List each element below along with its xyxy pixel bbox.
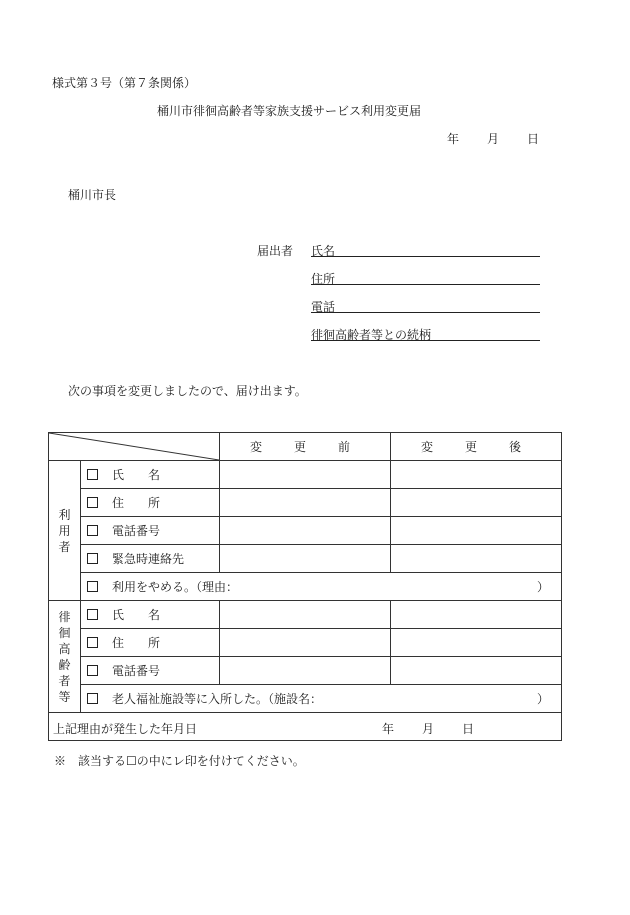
elder-address-before[interactable]: [220, 629, 391, 657]
elder-name-before[interactable]: [220, 601, 391, 629]
checkbox[interactable]: [87, 693, 98, 704]
checkbox[interactable]: [87, 637, 98, 648]
user-name-before[interactable]: [220, 461, 391, 489]
user-row-address: [81, 489, 220, 517]
user-address-after[interactable]: [391, 489, 562, 517]
user-quit-label: 利用をやめる。（理由：: [112, 580, 239, 594]
user-row-emergency: [81, 545, 220, 573]
user-quit-row: [81, 573, 562, 601]
applicant-name-label: 氏名: [311, 244, 336, 258]
group-elder-label: 徘 徊 高 齢 者 等: [58, 609, 71, 704]
user-row-phone: [81, 517, 220, 545]
elder-facility-row: [81, 685, 562, 713]
user-row-address-label: 住 所: [112, 496, 161, 510]
applicant-phone-label: 電話: [311, 300, 336, 314]
elder-facility-label: 老人福祉施設等に入所した。（施設名：: [112, 692, 323, 706]
date-day: 日: [527, 132, 540, 146]
elder-row-address-label: 住 所: [112, 636, 161, 650]
addressee: 桶川市長: [68, 188, 117, 202]
elder-row-phone: [81, 657, 220, 685]
user-emergency-before[interactable]: [220, 545, 391, 573]
checkbox[interactable]: [87, 469, 98, 480]
checkbox[interactable]: [87, 553, 98, 564]
form-number: 様式第３号（第７条関係）: [52, 76, 197, 90]
close-paren: ）: [536, 580, 549, 594]
elder-phone-before[interactable]: [220, 657, 391, 685]
diagonal-line: [49, 433, 219, 460]
elder-row-name: [81, 601, 220, 629]
applicant-name-line[interactable]: [311, 238, 540, 257]
date-month: 月: [487, 132, 500, 146]
applicant-address-label: 住所: [311, 272, 336, 286]
reason-date-month: 月: [422, 722, 435, 736]
group-elder: [49, 601, 81, 713]
elder-phone-after[interactable]: [391, 657, 562, 685]
reason-date-year: 年: [382, 722, 395, 736]
elder-row-phone-label: 電話番号: [112, 664, 161, 678]
change-table: [48, 432, 562, 741]
user-row-name-label: 氏 名: [112, 468, 161, 482]
user-row-emergency-label: 緊急時連絡先: [112, 552, 185, 566]
elder-row-address: [81, 629, 220, 657]
user-phone-after[interactable]: [391, 517, 562, 545]
statement: 次の事項を変更しましたので、届け出ます。: [68, 384, 307, 398]
group-user: [49, 461, 81, 601]
checkbox[interactable]: [87, 609, 98, 620]
reason-date-day: 日: [462, 722, 475, 736]
elder-name-after[interactable]: [391, 601, 562, 629]
applicant-relationship-label: 徘徊高齢者等との続柄: [311, 328, 432, 342]
footnote: ※ 該当する☐の中にレ印を付けてください。: [54, 754, 305, 768]
close-paren: ）: [536, 692, 549, 706]
elder-address-after[interactable]: [391, 629, 562, 657]
user-address-before[interactable]: [220, 489, 391, 517]
user-phone-before[interactable]: [220, 517, 391, 545]
header-diagonal-cell: [49, 433, 220, 461]
user-name-after[interactable]: [391, 461, 562, 489]
header-after: 変 更 後: [391, 433, 562, 461]
applicant-address-line[interactable]: [311, 266, 540, 285]
checkbox[interactable]: [87, 525, 98, 536]
applicant-phone-line[interactable]: [311, 294, 540, 313]
form-title: 桶川市徘徊高齢者等家族支援サービス利用変更届: [157, 104, 422, 118]
reason-date-label: 上記理由が発生した年月日: [53, 722, 198, 736]
user-emergency-after[interactable]: [391, 545, 562, 573]
checkbox[interactable]: [87, 665, 98, 676]
applicant-relationship-line[interactable]: [311, 322, 540, 341]
elder-row-name-label: 氏 名: [112, 608, 161, 622]
applicant-label: 届出者: [257, 244, 294, 258]
user-row-phone-label: 電話番号: [112, 524, 161, 538]
user-row-name: [81, 461, 220, 489]
checkbox[interactable]: [87, 497, 98, 508]
checkbox[interactable]: [87, 581, 98, 592]
reason-date-row: [49, 713, 562, 741]
group-user-label: 利 用 者: [58, 507, 71, 554]
header-before: 変 更 前: [220, 433, 391, 461]
date-year: 年: [447, 132, 460, 146]
